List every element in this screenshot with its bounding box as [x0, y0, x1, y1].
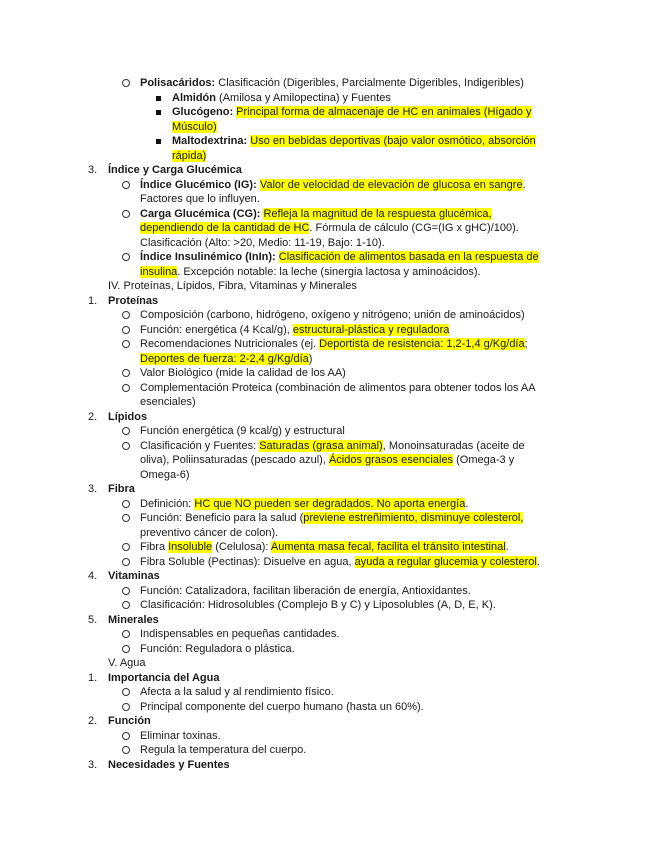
- text-segment: Definición:: [140, 497, 195, 510]
- highlighted-text: Insoluble: [168, 541, 213, 553]
- document-line: [0, 642, 655, 657]
- text-segment: .: [505, 541, 509, 553]
- list-number: 2.: [88, 715, 98, 727]
- text-segment: (Celulosa):: [212, 541, 271, 553]
- bold-text: Almidón: [172, 91, 216, 104]
- bold-text: Polisacáridos:: [140, 77, 216, 89]
- text-segment: IV. Proteínas, Lípidos, Fibra, Vitaminas y Minerales: [108, 280, 357, 292]
- hollow-circle-bullet-icon: [122, 500, 130, 508]
- document-line: [0, 192, 655, 207]
- text-segment: V. Agua: [108, 657, 146, 669]
- text-segment: , Monoinsaturadas (aceite de: [382, 439, 525, 452]
- bold-text: Necesidades y Fuentes: [108, 758, 230, 771]
- text-segment: Función: energética (4 Kcal/g),: [140, 323, 293, 336]
- text-segment: Función: Catalizadora, facilitan liberación de energía, Antioxidantes.: [140, 584, 471, 597]
- bold-text: Vitaminas: [108, 570, 160, 582]
- document-line: [0, 540, 655, 555]
- document-line: [0, 134, 655, 149]
- text-segment: Complementación Proteica (combinación de alimentos para obtener todos los AA: [140, 381, 536, 394]
- bold-text: Maltodextrina:: [172, 135, 248, 147]
- text-segment: Clasificación (Digeribles, Parcialmente Digeribles, Indigeribles): [215, 77, 524, 89]
- document-line: [0, 250, 655, 265]
- document-line: [0, 685, 655, 700]
- document-line: [0, 511, 655, 526]
- hollow-circle-bullet-icon: [122, 587, 130, 595]
- hollow-circle-bullet-icon: [122, 558, 130, 566]
- text-segment: .: [522, 178, 526, 191]
- document-line: [0, 105, 655, 120]
- text-segment: Indispensables en pequeñas cantidades.: [140, 628, 340, 640]
- square-bullet-icon: [156, 96, 161, 101]
- document-line: [0, 424, 655, 439]
- document-line: [0, 482, 655, 497]
- hollow-circle-bullet-icon: [122, 630, 130, 638]
- hollow-circle-bullet-icon: [122, 79, 130, 87]
- document-line: [0, 323, 655, 338]
- text-segment: Principal componente del cuerpo humano (hasta un 60%).: [140, 700, 424, 713]
- text-segment: Recomendaciones Nutricionales (ej.: [140, 338, 320, 350]
- document-line: [0, 671, 655, 686]
- text-segment: Clasificación (Alto: >20, Medio: 11-19, Bajo: 1-10).: [140, 236, 385, 249]
- text-segment: Eliminar toxinas.: [140, 729, 221, 742]
- document-line: [0, 337, 655, 352]
- bold-text: Proteínas: [108, 294, 159, 307]
- text-segment: esenciales): [140, 396, 196, 408]
- text-segment: Clasificación y Fuentes:: [140, 439, 260, 452]
- document-line: [0, 410, 655, 425]
- bold-text: Función: [108, 715, 151, 727]
- bold-text: Minerales: [108, 613, 159, 626]
- hollow-circle-bullet-icon: [122, 688, 130, 696]
- hollow-circle-bullet-icon: [122, 181, 130, 189]
- hollow-circle-bullet-icon: [122, 369, 130, 377]
- list-number: 1.: [88, 294, 98, 307]
- document-line: [0, 453, 655, 468]
- bold-text: Importancia del Agua: [108, 671, 220, 684]
- hollow-circle-bullet-icon: [122, 732, 130, 740]
- document-line: [0, 758, 655, 773]
- highlighted-text: dependiendo de la cantidad de HC: [140, 222, 310, 234]
- document-line: [0, 163, 655, 178]
- bold-text: Índice Insulinémico (InIn):: [140, 251, 276, 263]
- hollow-circle-bullet-icon: [122, 442, 130, 450]
- text-segment: Clasificación: Hidrosolubles (Complejo B y C) y Liposolubles (A, D, E, K).: [140, 599, 496, 611]
- hollow-circle-bullet-icon: [122, 645, 130, 653]
- text-segment: .: [465, 497, 469, 510]
- list-number: 2.: [88, 410, 98, 423]
- document-line: [0, 76, 655, 91]
- highlighted-text: Clasificación de alimentos basada en la respuesta de: [278, 251, 539, 263]
- highlighted-text: Ácidos grasos esenciales: [328, 454, 454, 466]
- document-line: [0, 598, 655, 613]
- highlighted-text: previene estreñimiento, disminuye colesterol,: [303, 512, 524, 524]
- document-line: [0, 366, 655, 381]
- highlighted-text: estructural-plástica y reguladora: [292, 323, 450, 336]
- text-segment: Función: Beneficio para la salud (: [140, 512, 304, 524]
- document-line: [0, 700, 655, 715]
- hollow-circle-bullet-icon: [122, 210, 130, 218]
- text-segment: Factores que lo influyen.: [140, 193, 260, 205]
- bold-text: Carga Glucémica (CG):: [140, 207, 261, 220]
- document-line: [0, 497, 655, 512]
- hollow-circle-bullet-icon: [122, 326, 130, 334]
- text-segment: Omega-6): [140, 468, 190, 481]
- hollow-circle-bullet-icon: [122, 340, 130, 348]
- text-segment: .: [536, 555, 540, 568]
- square-bullet-icon: [156, 110, 161, 115]
- bold-text: Índice Glucémico (IG):: [140, 178, 257, 191]
- bold-text: Lípidos: [108, 410, 148, 423]
- document-line: [0, 439, 655, 454]
- document-line: [0, 265, 655, 280]
- highlighted-text: Valor de velocidad de elevación de glucosa en sangre: [259, 178, 523, 191]
- text-segment: Regula la temperatura del cuerpo.: [140, 744, 307, 756]
- square-bullet-icon: [156, 139, 161, 144]
- text-segment: Función: Reguladora o plástica.: [140, 642, 295, 655]
- document-line: [0, 743, 655, 758]
- document-line: [0, 584, 655, 599]
- text-segment: Fibra Soluble (Pectinas): Disuelve en agua,: [140, 555, 355, 568]
- highlighted-text: Refleja la magnitud de la respuesta glucémica,: [263, 207, 492, 220]
- highlighted-text: insulina: [140, 265, 178, 278]
- hollow-circle-bullet-icon: [122, 514, 130, 522]
- bold-text: Glucógeno:: [172, 106, 234, 118]
- text-segment: Valor Biológico (mide la calidad de los AA): [140, 367, 346, 379]
- document-line: [0, 627, 655, 642]
- document-line: [0, 91, 655, 106]
- highlighted-text: Deportes de fuerza: 2-2,4 g/Kg/día: [140, 352, 309, 365]
- document-line: [0, 120, 655, 135]
- document-body: [0, 76, 655, 772]
- document-line: [0, 149, 655, 164]
- hollow-circle-bullet-icon: [122, 601, 130, 609]
- document-line: [0, 207, 655, 222]
- text-segment: oliva), Poliinsaturadas (pescado azul),: [140, 454, 329, 466]
- document-line: [0, 221, 655, 236]
- highlighted-text: HC que NO pueden ser degradados. No aporta energía: [194, 497, 466, 510]
- list-number: 3.: [88, 164, 98, 176]
- hollow-circle-bullet-icon: [122, 253, 130, 261]
- document-line: [0, 468, 655, 483]
- highlighted-text: Uso en bebidas deportivas (bajo valor osmótico, absorción: [250, 135, 536, 147]
- bold-text: Fibra: [108, 483, 135, 495]
- document-line: [0, 613, 655, 628]
- text-segment: ): [308, 352, 313, 365]
- document-line: [0, 569, 655, 584]
- text-segment: (Omega-3 y: [453, 454, 515, 466]
- list-number: 3.: [88, 758, 98, 771]
- hollow-circle-bullet-icon: [122, 746, 130, 754]
- document-line: [0, 178, 655, 193]
- highlighted-text: Saturadas (grasa animal): [259, 439, 383, 452]
- hollow-circle-bullet-icon: [122, 427, 130, 435]
- text-segment: Función energética (9 kcal/g) y estructural: [140, 425, 345, 437]
- document-line: [0, 729, 655, 744]
- document-line: [0, 279, 655, 294]
- document-line: [0, 352, 655, 367]
- hollow-circle-bullet-icon: [122, 311, 130, 319]
- document-line: [0, 526, 655, 541]
- highlighted-text: ayuda a regular glucemia y colesterol: [354, 555, 537, 568]
- document-line: [0, 656, 655, 671]
- highlighted-text: Principal forma de almacenaje de HC en animales (Hígado y: [236, 106, 532, 118]
- list-number: 4.: [88, 570, 98, 582]
- document-line: [0, 555, 655, 570]
- text-segment: preventivo cáncer de colon).: [140, 526, 279, 539]
- highlighted-text: Músculo): [172, 120, 217, 133]
- text-segment: ;: [524, 338, 528, 350]
- highlighted-text: Deportista de resistencia: 1,2-1,4 g/Kg/día: [319, 338, 525, 350]
- document-line: [0, 294, 655, 309]
- text-segment: Composición (carbono, hidrógeno, oxígeno y nitrógeno; unión de aminoácidos): [140, 309, 525, 321]
- text-segment: . Fórmula de cálculo (CG=(IG x gHC)/100).: [309, 222, 519, 234]
- hollow-circle-bullet-icon: [122, 384, 130, 392]
- bold-text: Índice y Carga Glucémica: [108, 164, 242, 176]
- text-segment: Fibra: [140, 541, 169, 553]
- text-segment: Afecta a la salud y al rendimiento físico.: [140, 686, 334, 698]
- document-line: [0, 308, 655, 323]
- hollow-circle-bullet-icon: [122, 703, 130, 711]
- document-line: [0, 381, 655, 396]
- list-number: 5.: [88, 613, 98, 626]
- document-line: [0, 714, 655, 729]
- document-line: [0, 395, 655, 410]
- hollow-circle-bullet-icon: [122, 543, 130, 551]
- text-segment: . Excepción notable: la leche (sinergia lactosa y aminoácidos).: [177, 265, 481, 278]
- highlighted-text: rápida): [172, 149, 207, 162]
- list-number: 3.: [88, 483, 98, 495]
- highlighted-text: Aumenta masa fecal, facilita el tránsito intestinal: [270, 541, 506, 553]
- text-segment: (Amilosa y Amilopectina) y Fuentes: [216, 91, 391, 104]
- list-number: 1.: [88, 671, 98, 684]
- document-line: [0, 236, 655, 251]
